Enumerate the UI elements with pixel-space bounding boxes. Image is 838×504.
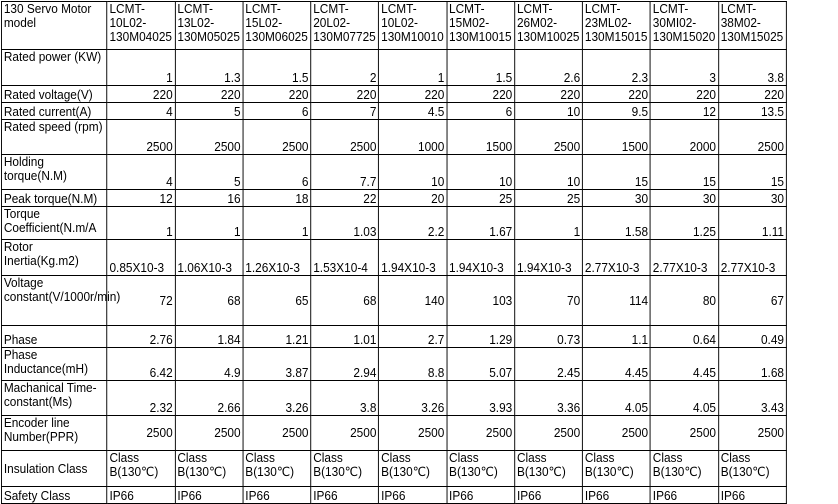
row-label-rated-speed: Rated speed (rpm) xyxy=(1,120,107,155)
value-cell: 22 xyxy=(311,190,379,207)
value-cell: IP66 xyxy=(650,487,718,504)
value-cell: 2500 xyxy=(243,416,311,451)
value-cell: 3 xyxy=(650,50,718,86)
value-cell: 25 xyxy=(515,190,583,207)
value-cell: 1 xyxy=(107,50,175,86)
row-label-rated-current: Rated current(A) xyxy=(1,103,107,120)
row-label-safety-class: Safety Class xyxy=(1,487,107,504)
value-cell: 2500 xyxy=(718,120,786,155)
table-row xyxy=(1,86,786,103)
value-cell: 3.8 xyxy=(311,381,379,416)
table-row xyxy=(1,416,786,451)
value-cell: 65 xyxy=(243,276,311,326)
value-cell: 2.32 xyxy=(107,381,175,416)
value-cell: 1.03 xyxy=(311,207,379,240)
value-cell: 1.06X10-3 xyxy=(175,240,243,276)
value-cell: 1.94X10-3 xyxy=(515,240,583,276)
value-cell: 220 xyxy=(379,86,447,103)
value-cell: 3.43 xyxy=(718,381,786,416)
value-cell: IP66 xyxy=(243,487,311,504)
value-cell: 2500 xyxy=(515,416,583,451)
value-cell: 67 xyxy=(718,276,786,326)
value-cell: 1.1 xyxy=(583,326,651,348)
row-label-encoder-line-number: Encoder line Number(PPR) xyxy=(1,416,107,451)
value-cell: 1.53X10-4 xyxy=(311,240,379,276)
value-cell: 140 xyxy=(379,276,447,326)
value-cell: 68 xyxy=(311,276,379,326)
value-cell: 1.01 xyxy=(311,326,379,348)
value-cell: 80 xyxy=(650,276,718,326)
model-header-cell: LCMT-23ML02-130M15015 xyxy=(583,2,651,50)
value-cell: 220 xyxy=(718,86,786,103)
value-cell: Class B(130℃) xyxy=(718,451,786,487)
value-cell: 1.29 xyxy=(447,326,515,348)
table-row xyxy=(1,50,786,86)
value-cell: 2500 xyxy=(718,416,786,451)
value-cell: 2500 xyxy=(311,120,379,155)
value-cell: 10 xyxy=(515,103,583,120)
value-cell: 1.94X10-3 xyxy=(379,240,447,276)
value-cell: 7 xyxy=(311,103,379,120)
value-cell: 25 xyxy=(447,190,515,207)
value-cell: 1 xyxy=(175,207,243,240)
value-cell: 5 xyxy=(175,103,243,120)
value-cell: 1.26X10-3 xyxy=(243,240,311,276)
value-cell: 1.5 xyxy=(447,50,515,86)
model-header-cell: LCMT-26M02-130M10025 xyxy=(515,2,583,50)
row-label-rated-voltage: Rated voltage(V) xyxy=(1,86,107,103)
value-cell: 2500 xyxy=(311,416,379,451)
value-cell: 2.7 xyxy=(379,326,447,348)
model-header-cell: LCMT-15L02-130M06025 xyxy=(243,2,311,50)
value-cell: 10 xyxy=(515,155,583,190)
model-header-cell: LCMT-30MI02-130M15020 xyxy=(650,2,718,50)
value-cell: Class B(130℃) xyxy=(515,451,583,487)
value-cell: 30 xyxy=(650,190,718,207)
value-cell: 30 xyxy=(583,190,651,207)
value-cell: 2.77X10-3 xyxy=(650,240,718,276)
value-cell: 1 xyxy=(379,50,447,86)
model-header-cell: LCMT-20L02-130M07725 xyxy=(311,2,379,50)
value-cell: 15 xyxy=(718,155,786,190)
header-row xyxy=(1,2,786,50)
value-cell: Class B(130℃) xyxy=(583,451,651,487)
value-cell: 1.21 xyxy=(243,326,311,348)
value-cell: 1.11 xyxy=(718,207,786,240)
value-cell: 114 xyxy=(583,276,651,326)
value-cell: 2.77X10-3 xyxy=(583,240,651,276)
value-cell: 10 xyxy=(447,155,515,190)
row-label-insulation-class: Insulation Class xyxy=(1,451,107,487)
value-cell: Class B(130℃) xyxy=(379,451,447,487)
value-cell: 5.07 xyxy=(447,348,515,381)
value-cell: 220 xyxy=(175,86,243,103)
value-cell: 220 xyxy=(515,86,583,103)
table-row xyxy=(1,240,786,276)
table-row xyxy=(1,207,786,240)
value-cell: 2500 xyxy=(107,416,175,451)
value-cell: 2500 xyxy=(175,120,243,155)
value-cell: 2500 xyxy=(583,416,651,451)
value-cell: 3.26 xyxy=(243,381,311,416)
value-cell: 1.94X10-3 xyxy=(447,240,515,276)
value-cell: 4.9 xyxy=(175,348,243,381)
model-header-cell: LCMT-10L02-130M04025 xyxy=(107,2,175,50)
value-cell: Class B(130℃) xyxy=(107,451,175,487)
value-cell: 6 xyxy=(243,155,311,190)
value-cell: 6 xyxy=(243,103,311,120)
value-cell: 8.8 xyxy=(379,348,447,381)
row-label-phase: Phase xyxy=(1,326,107,348)
value-cell: 220 xyxy=(311,86,379,103)
value-cell: 6.42 xyxy=(107,348,175,381)
value-cell: 9.5 xyxy=(583,103,651,120)
value-cell: 20 xyxy=(379,190,447,207)
table-row xyxy=(1,348,786,381)
value-cell: 1 xyxy=(107,207,175,240)
value-cell: 220 xyxy=(447,86,515,103)
value-cell: IP66 xyxy=(515,487,583,504)
value-cell: IP66 xyxy=(311,487,379,504)
value-cell: 220 xyxy=(583,86,651,103)
value-cell: 3.26 xyxy=(379,381,447,416)
value-cell: 220 xyxy=(107,86,175,103)
value-cell: 2.76 xyxy=(107,326,175,348)
value-cell: 4 xyxy=(107,155,175,190)
value-cell: 13.5 xyxy=(718,103,786,120)
row-label-phase-inductance: Phase Inductance(mH) xyxy=(1,348,107,381)
value-cell: 1.25 xyxy=(650,207,718,240)
value-cell: Class B(130℃) xyxy=(311,451,379,487)
value-cell: IP66 xyxy=(107,487,175,504)
value-cell: 1 xyxy=(515,207,583,240)
value-cell: 4.05 xyxy=(583,381,651,416)
table-row xyxy=(1,451,786,487)
value-cell: 2500 xyxy=(379,416,447,451)
value-cell: IP66 xyxy=(175,487,243,504)
table-row xyxy=(1,103,786,120)
table-row xyxy=(1,487,786,504)
value-cell: 68 xyxy=(175,276,243,326)
value-cell: 2500 xyxy=(243,120,311,155)
value-cell: 1 xyxy=(243,207,311,240)
value-cell: 6 xyxy=(447,103,515,120)
value-cell: IP66 xyxy=(583,487,651,504)
value-cell: 3.93 xyxy=(447,381,515,416)
value-cell: 4 xyxy=(107,103,175,120)
value-cell: 7.7 xyxy=(311,155,379,190)
value-cell: 4.45 xyxy=(583,348,651,381)
value-cell: 12 xyxy=(107,190,175,207)
row-label-rated-power: Rated power (KW) xyxy=(1,50,107,86)
value-cell: 2.6 xyxy=(515,50,583,86)
table-row xyxy=(1,155,786,190)
value-cell: 12 xyxy=(650,103,718,120)
model-header-cell: LCMT-13L02-130M05025 xyxy=(175,2,243,50)
row-label-holding-torque: Holding torque(N.M) xyxy=(1,155,107,190)
corner-header-cell: 130 Servo Motor model xyxy=(1,2,107,50)
value-cell: 10 xyxy=(379,155,447,190)
value-cell: 0.85X10-3 xyxy=(107,240,175,276)
value-cell: 4.05 xyxy=(650,381,718,416)
value-cell: 2.77X10-3 xyxy=(718,240,786,276)
value-cell: 2.2 xyxy=(379,207,447,240)
value-cell: IP66 xyxy=(379,487,447,504)
value-cell: Class B(130℃) xyxy=(175,451,243,487)
value-cell: 2500 xyxy=(650,416,718,451)
value-cell: 1000 xyxy=(379,120,447,155)
value-cell: 2 xyxy=(311,50,379,86)
value-cell: 1500 xyxy=(583,120,651,155)
value-cell: 1.58 xyxy=(583,207,651,240)
value-cell: 16 xyxy=(175,190,243,207)
value-cell: 3.36 xyxy=(515,381,583,416)
value-cell: Class B(130℃) xyxy=(650,451,718,487)
value-cell: 4.45 xyxy=(650,348,718,381)
value-cell: 1.84 xyxy=(175,326,243,348)
value-cell: 2000 xyxy=(650,120,718,155)
value-cell: 1500 xyxy=(447,120,515,155)
value-cell: 103 xyxy=(447,276,515,326)
value-cell: 220 xyxy=(243,86,311,103)
table-row xyxy=(1,326,786,348)
value-cell: 2.66 xyxy=(175,381,243,416)
row-label-peak-torque: Peak torque(N.M) xyxy=(1,190,107,207)
value-cell: 0.73 xyxy=(515,326,583,348)
value-cell: 3.87 xyxy=(243,348,311,381)
row-label-voltage-constant: Voltage constant(V/1000r/min) xyxy=(1,276,107,326)
servo-motor-spec-table xyxy=(1,1,787,504)
table-row xyxy=(1,381,786,416)
value-cell: 1.3 xyxy=(175,50,243,86)
value-cell: 0.49 xyxy=(718,326,786,348)
value-cell: 1.67 xyxy=(447,207,515,240)
value-cell: 2500 xyxy=(515,120,583,155)
model-header-cell: LCMT-38M02-130M15025 xyxy=(718,2,786,50)
value-cell: 15 xyxy=(650,155,718,190)
value-cell: 2500 xyxy=(107,120,175,155)
value-cell: 4.5 xyxy=(379,103,447,120)
model-header-cell: LCMT-10L02-130M10010 xyxy=(379,2,447,50)
value-cell: 2500 xyxy=(175,416,243,451)
value-cell: 2.45 xyxy=(515,348,583,381)
table-row xyxy=(1,276,786,326)
value-cell: 1.68 xyxy=(718,348,786,381)
value-cell: 0.64 xyxy=(650,326,718,348)
value-cell: 72 xyxy=(107,276,175,326)
value-cell: 1.5 xyxy=(243,50,311,86)
table-row xyxy=(1,190,786,207)
value-cell: 2.3 xyxy=(583,50,651,86)
row-label-rotor-inertia: Rotor Inertia(Kg.m2) xyxy=(1,240,107,276)
value-cell: 70 xyxy=(515,276,583,326)
model-header-cell: LCMT-15M02-130M10015 xyxy=(447,2,515,50)
value-cell: Class B(130℃) xyxy=(447,451,515,487)
value-cell: 220 xyxy=(650,86,718,103)
value-cell: 3.8 xyxy=(718,50,786,86)
row-label-mechanical-time-constant: Machanical Time-constant(Ms) xyxy=(1,381,107,416)
value-cell: 30 xyxy=(718,190,786,207)
value-cell: 5 xyxy=(175,155,243,190)
value-cell: 15 xyxy=(583,155,651,190)
value-cell: 18 xyxy=(243,190,311,207)
value-cell: Class B(130℃) xyxy=(243,451,311,487)
value-cell: IP66 xyxy=(718,487,786,504)
value-cell: IP66 xyxy=(447,487,515,504)
row-label-torque-coefficient: Torque Coefficient(N.m/A xyxy=(1,207,107,240)
value-cell: 2.94 xyxy=(311,348,379,381)
table-row xyxy=(1,120,786,155)
value-cell: 2500 xyxy=(447,416,515,451)
